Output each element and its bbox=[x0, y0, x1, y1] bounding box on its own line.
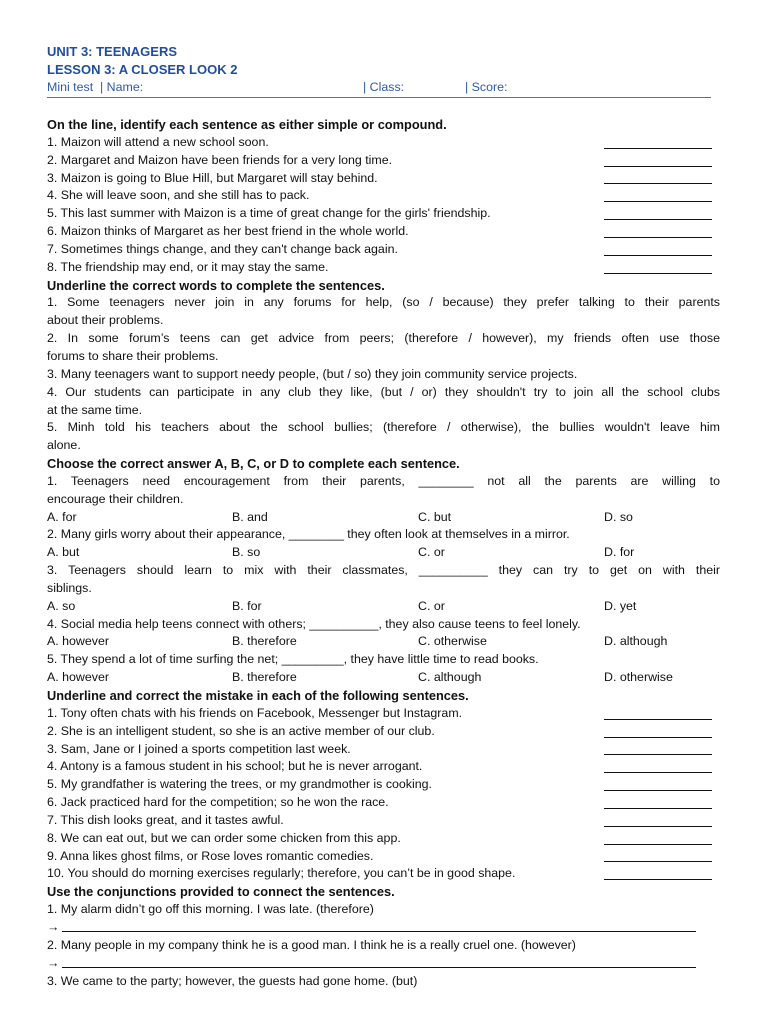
sentence-line bbox=[47, 901, 720, 919]
option-b[interactable]: B. therefore bbox=[232, 670, 297, 685]
sentence-text: encourage their children. bbox=[47, 491, 184, 506]
answer-blank[interactable] bbox=[604, 772, 712, 773]
sentence-line bbox=[47, 152, 720, 170]
answer-blank[interactable] bbox=[604, 237, 712, 238]
option-d[interactable]: D. for bbox=[604, 545, 635, 560]
option-d[interactable]: D. so bbox=[604, 509, 633, 524]
sentence-text: 5. Minh told his teachers about the school bullies; (therefore / otherwise), the bullies wouldn't leave him bbox=[47, 420, 720, 435]
option-a[interactable]: A. however bbox=[47, 634, 109, 649]
answer-underline bbox=[62, 967, 696, 968]
sentence-line bbox=[47, 723, 720, 741]
sentence-line bbox=[47, 259, 720, 277]
answer-blank[interactable] bbox=[604, 273, 712, 274]
answer-blank[interactable] bbox=[604, 808, 712, 809]
answer-options bbox=[47, 509, 720, 527]
sentence-text: 6. Maizon thinks of Margaret as her best friend in the whole world. bbox=[47, 224, 409, 239]
sentence-line bbox=[47, 830, 720, 848]
sentence-text: 4. Antony is a famous student in his school; but he is never arrogant. bbox=[47, 759, 423, 774]
section-heading: Underline the correct words to complete the sentences. bbox=[47, 277, 385, 293]
answer-blank[interactable] bbox=[604, 754, 712, 755]
sentence-line bbox=[47, 705, 720, 723]
sentence-line bbox=[47, 526, 720, 544]
sentence-line bbox=[47, 187, 720, 205]
sentence-line bbox=[47, 384, 720, 402]
sentence-text: 2. In some forum’s teens can get advice from peers; (therefore / however), my friends often use those bbox=[47, 331, 720, 346]
option-d[interactable]: D. yet bbox=[604, 598, 637, 613]
sentence-line bbox=[47, 330, 720, 348]
sentence-line bbox=[47, 419, 720, 437]
option-a[interactable]: A. but bbox=[47, 545, 80, 560]
option-c[interactable]: C. or bbox=[418, 598, 445, 613]
sentence-text: 8. The friendship may end, or it may stay the same. bbox=[47, 259, 329, 274]
sentence-text: 1. Maizon will attend a new school soon. bbox=[47, 134, 269, 149]
option-d[interactable]: D. otherwise bbox=[604, 670, 673, 685]
sentence-text: 7. Sometimes things change, and they can't change back again. bbox=[47, 241, 398, 256]
answer-options bbox=[47, 633, 720, 651]
sentence-line bbox=[47, 366, 720, 384]
sentence-text: 5. They spend a lot of time surfing the net; _________, they have little time to read books. bbox=[47, 652, 539, 667]
answer-options bbox=[47, 544, 720, 562]
option-c[interactable]: C. although bbox=[418, 670, 482, 685]
sentence-line bbox=[47, 794, 720, 812]
sentence-text: about their problems. bbox=[47, 313, 164, 328]
section-heading: Use the conjunctions provided to connect the sentences. bbox=[47, 884, 395, 900]
sentence-line bbox=[47, 616, 720, 634]
sentence-line bbox=[47, 812, 720, 830]
option-c[interactable]: C. but bbox=[418, 509, 452, 524]
sentence-text: 1. Some teenagers never join in any forums for help, (so / because) they prefer talking to their parents bbox=[47, 295, 720, 310]
sentence-line bbox=[47, 776, 720, 794]
sentence-line bbox=[47, 312, 720, 330]
sentence-text: 1. Teenagers need encouragement from their parents, ________ not all the parents are willing to bbox=[47, 473, 720, 488]
sentence-line bbox=[47, 170, 720, 188]
sentence-line bbox=[47, 865, 720, 883]
sentence-text: 7. This dish looks great, and it tastes awful. bbox=[47, 812, 284, 827]
score-field-label: | Score: bbox=[465, 80, 508, 94]
answer-blank[interactable] bbox=[604, 879, 712, 880]
sentence-text: 10. You should do morning exercises regularly; therefore, you can’t be in good shape. bbox=[47, 866, 516, 881]
name-field-label: Mini test | Name: bbox=[47, 80, 144, 94]
sentence-text: forums to share their problems. bbox=[47, 348, 219, 363]
sentence-line bbox=[47, 741, 720, 759]
sentence-line bbox=[47, 758, 720, 776]
answer-blank[interactable] bbox=[604, 148, 712, 149]
answer-blank[interactable] bbox=[604, 183, 712, 184]
sentence-line bbox=[47, 348, 720, 366]
option-b[interactable]: B. therefore bbox=[232, 634, 297, 649]
answer-blank[interactable] bbox=[604, 201, 712, 202]
answer-options bbox=[47, 598, 720, 616]
sentence-line bbox=[47, 402, 720, 420]
sentence-text: alone. bbox=[47, 438, 81, 453]
sentence-text: 5. This last summer with Maizon is a time of great change for the girls' friendship. bbox=[47, 206, 491, 221]
answer-blank[interactable] bbox=[604, 861, 712, 862]
section-heading: On the line, identify each sentence as either simple or compound. bbox=[47, 117, 447, 132]
sentence-text: 1. My alarm didn’t go off this morning. I was late. (therefore) bbox=[47, 902, 374, 917]
option-c[interactable]: C. otherwise bbox=[418, 634, 487, 649]
answer-blank[interactable] bbox=[604, 790, 712, 791]
sentence-text: 8. We can eat out, but we can order some chicken from this app. bbox=[47, 830, 401, 845]
sentence-text: 4. Social media help teens connect with others; __________, they also cause teens to feel lonely. bbox=[47, 616, 581, 631]
sentence-line bbox=[47, 848, 720, 866]
sentence-line bbox=[47, 580, 720, 598]
answer-blank[interactable] bbox=[604, 844, 712, 845]
sentence-text: 2. Many girls worry about their appearance, ________ they often look at themselves in a mirror. bbox=[47, 527, 570, 542]
arrow-icon: → bbox=[47, 919, 60, 934]
answer-line[interactable] bbox=[47, 955, 720, 973]
option-b[interactable]: B. so bbox=[232, 545, 261, 560]
sentence-text: 2. She is an intelligent student, so she is an active member of our club. bbox=[47, 723, 435, 738]
option-b[interactable]: B. and bbox=[232, 509, 268, 524]
sentence-text: 2. Many people in my company think he is a good man. I think he is a really cruel one. (however) bbox=[47, 937, 576, 952]
sentence-text: 3. Teenagers should learn to mix with their classmates, __________ they can try to get on with their bbox=[47, 563, 720, 578]
answer-blank[interactable] bbox=[604, 737, 712, 738]
sentence-line bbox=[47, 651, 720, 669]
sentence-text: 2. Margaret and Maizon have been friends for a very long time. bbox=[47, 152, 393, 167]
sentence-text: 3. We came to the party; however, the guests had gone home. (but) bbox=[47, 973, 418, 988]
answer-blank[interactable] bbox=[604, 719, 712, 720]
sentence-text: 3. Sam, Jane or I joined a sports competition last week. bbox=[47, 741, 351, 756]
unit-title: UNIT 3: TEENAGERS bbox=[47, 44, 178, 59]
class-field-label: | Class: bbox=[363, 80, 405, 94]
lesson-title: LESSON 3: A CLOSER LOOK 2 bbox=[47, 62, 238, 77]
sentence-line bbox=[47, 937, 720, 955]
student-info-line bbox=[47, 80, 711, 98]
sentence-text: 9. Anna likes ghost films, or Rose loves romantic comedies. bbox=[47, 848, 374, 863]
answer-options bbox=[47, 669, 720, 687]
sentence-line bbox=[47, 437, 720, 455]
sentence-text: at the same time. bbox=[47, 402, 143, 417]
option-d[interactable]: D. although bbox=[604, 634, 668, 649]
sentence-text: 4. She will leave soon, and she still has to pack. bbox=[47, 188, 310, 203]
arrow-icon: → bbox=[47, 955, 60, 970]
answer-blank[interactable] bbox=[604, 219, 712, 220]
sentence-line bbox=[47, 241, 720, 259]
answer-underline bbox=[62, 931, 696, 932]
sentence-line bbox=[47, 473, 720, 491]
answer-blank[interactable] bbox=[604, 255, 712, 256]
sentence-line bbox=[47, 973, 720, 991]
option-a[interactable]: A. so bbox=[47, 598, 76, 613]
section-heading: Underline and correct the mistake in each of the following sentences. bbox=[47, 688, 469, 703]
sentence-text: 4. Our students can participate in any club they like, (but / or) they shouldn't try to join all the school clubs bbox=[47, 384, 720, 399]
section-heading: Choose the correct answer A, B, C, or D to complete each sentence. bbox=[47, 456, 460, 472]
sentence-line bbox=[47, 134, 720, 152]
sentence-text: 3. Maizon is going to Blue Hill, but Margaret will stay behind. bbox=[47, 170, 378, 185]
sentence-text: 6. Jack practiced hard for the competition; so he won the race. bbox=[47, 795, 389, 810]
sentence-text: 1. Tony often chats with his friends on Facebook, Messenger but Instagram. bbox=[47, 705, 463, 720]
sentence-line bbox=[47, 205, 720, 223]
option-a[interactable]: A. for bbox=[47, 509, 77, 524]
option-a[interactable]: A. however bbox=[47, 670, 109, 685]
option-b[interactable]: B. for bbox=[232, 598, 262, 613]
sentence-line bbox=[47, 491, 720, 509]
worksheet-content bbox=[47, 116, 720, 990]
sentence-text: 5. My grandfather is watering the trees, or my grandmother is cooking. bbox=[47, 777, 432, 792]
sentence-text: 3. Many teenagers want to support needy people, (but / so) they join community service projects. bbox=[47, 366, 578, 381]
option-c[interactable]: C. or bbox=[418, 545, 445, 560]
sentence-text: siblings. bbox=[47, 580, 92, 595]
answer-line[interactable] bbox=[47, 919, 720, 937]
answer-blank[interactable] bbox=[604, 826, 712, 827]
sentence-line bbox=[47, 562, 720, 580]
sentence-line bbox=[47, 294, 720, 312]
sentence-line bbox=[47, 223, 720, 241]
answer-blank[interactable] bbox=[604, 166, 712, 167]
